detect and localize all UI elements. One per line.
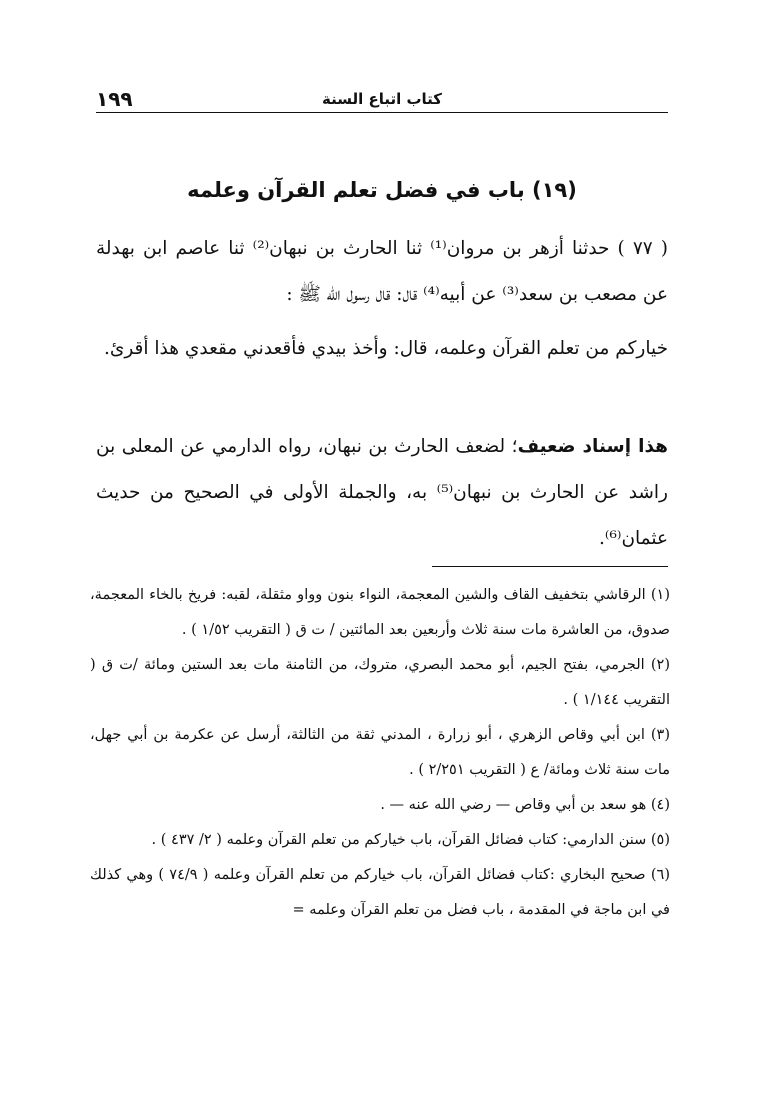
commentary-text: ؛ لضعف الحارث بن نبهان، رواه الدارمي عن المعلى بن راشد عن الحارث بن نبهان⁽⁵⁾ به، والجملة الأولى في الصحيح من حديث عثمان⁽⁶⁾. <box>96 436 668 549</box>
footnote-3: (٣) ابن أبي وقاص الزهري ، أبو زرارة ، المدني ثقة من الثالثة، أرسل عن عكرمة بن أبي جهل، مات سنة ثلاث ومائة/ ع ( التقريب ٢/٢٥١ ) . <box>90 727 670 778</box>
matn-text: خياركم من تعلم القرآن وعلمه، قال: وأخذ بيدي فأقعدني مقعدي هذا أقرئ. <box>103 338 668 359</box>
footnote-divider <box>432 566 668 567</box>
footnotes <box>90 578 670 928</box>
commentary <box>96 424 668 562</box>
page-number: ١٩٩ <box>96 87 133 111</box>
running-header <box>96 86 668 113</box>
isnad-text: ( ٧٧ ) حدثنا أزهر بن مروان⁽¹⁾ ثنا الحارث بن نبهان⁽²⁾ ثنا عاصم ابن بهدلة عن مصعب بن سعد⁽³⁾ عن أبيه⁽⁴⁾ قال: قال رسول الله ﷺ : <box>96 238 668 305</box>
grading-label: هذا إسناد ضعيف <box>517 436 668 457</box>
footnote-4: (٤) هو سعد بن أبي وقاص — رضي الله عنه — . <box>380 797 670 813</box>
commentary-paragraph <box>96 424 668 562</box>
footnote-1: (١) الرقاشي بتخفيف القاف والشين المعجمة، النواء بنون وواو مثقلة، لقبه: فريخ بالخاء المعجمة، صدوق، من العاشرة مات سنة ثلاث وأربعين بعد المائتين / ت ق ( التقريب ١/٥٢ ) . <box>90 587 670 638</box>
chapter-title: (١٩) باب في فضل تعلم القرآن وعلمه <box>187 178 577 202</box>
book-title: كتاب اتباع السنة <box>321 90 443 108</box>
hadith-isnad <box>96 226 668 318</box>
hadith-matn <box>96 326 668 372</box>
footnote-5: (٥) سنن الدارمي: كتاب فضائل القرآن، باب خياركم من تعلم القرآن وعلمه ( ٢/ ٤٣٧ ) . <box>151 832 670 848</box>
footnote-2: (٢) الجرمي، بفتح الجيم، أبو محمد البصري، متروك، من الثامنة مات بعد الستين ومائة /ت ق ( التقريب ١/١٤٤ ) . <box>90 657 670 708</box>
footnote-6: (٦) صحيح البخاري :كتاب فضائل القرآن، باب خياركم من تعلم القرآن وعلمه ( ٧٤/٩ ) وهي كذلك في ابن ماجة في المقدمة ، باب فضل من تعلم القرآن وعلمه = <box>90 867 670 918</box>
